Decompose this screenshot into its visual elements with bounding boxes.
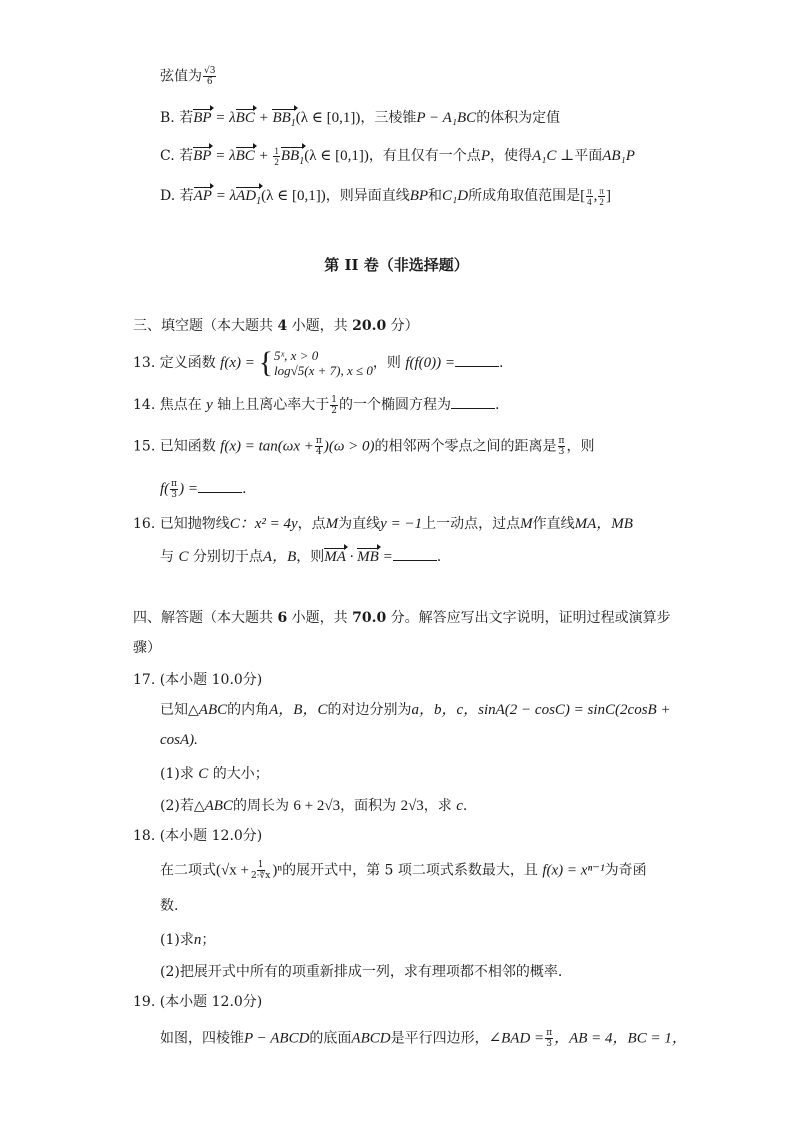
question-text: 的底面 — [309, 1030, 352, 1047]
question-14 — [133, 394, 499, 416]
option-c-formula: BP = λBC + $\frac{1}{2}$ $BB_1(\lambda$ ∈ [0,1]) — [193, 148, 369, 164]
sub-question: 的大小； — [212, 766, 269, 782]
option-d-text2: 和 — [428, 188, 443, 204]
option-d-text3: 所成角取值范围是 — [468, 188, 581, 204]
question-18-header — [133, 826, 262, 846]
question-text: 在二项式 — [160, 862, 216, 879]
line-eq: y = −1 — [380, 516, 423, 532]
option-b-formula2: P − A₁BC — [416, 110, 477, 126]
question-text: 分别切于点 — [192, 549, 263, 565]
question-18-line2: 数. — [160, 898, 179, 914]
part3-heading-c: 分） — [390, 318, 419, 334]
equation-cont: cosA). — [160, 732, 198, 748]
piecewise-function: f(x) = { 5ˣ, x > 0 log√5(x + 7), x ≤ 0 — [220, 346, 373, 379]
end-mark: . — [436, 549, 442, 565]
question-text: 作直线 — [532, 516, 575, 532]
option-b-text: ，三棱锥 — [360, 110, 417, 126]
question-17-line2 — [160, 730, 198, 750]
fraction-numerator: π — [171, 478, 178, 489]
fraction-denominator: 4 — [316, 447, 322, 457]
option-c-label: C. — [160, 148, 175, 164]
base: ABCD — [351, 1030, 391, 1047]
fraction-numerator: π — [587, 186, 592, 197]
question-number: 18. — [133, 828, 156, 844]
part4-heading — [133, 608, 671, 628]
curve-expr: C：x² = 4y — [229, 516, 298, 532]
function-expr: f(x) = tan(ωx + — [220, 438, 314, 455]
question-text: ，点 — [297, 516, 326, 532]
fraction-numerator: π — [558, 436, 565, 446]
question-16-line2 — [160, 546, 441, 567]
end-mark: . — [241, 481, 247, 497]
fraction-numerator: π — [315, 436, 322, 446]
option-b-label: B. — [160, 110, 175, 126]
answer-blank[interactable] — [393, 546, 437, 561]
fraction-numerator: π — [599, 186, 604, 197]
sub-question: ，求 — [423, 798, 452, 814]
question-text: 的一个椭圆方程为 — [339, 397, 452, 413]
lengths: ，AB = 4，BC = 1， — [554, 1030, 687, 1047]
part4-heading-c: 分。解答应写出文字说明，证明过程或演算步 — [390, 610, 671, 626]
triangle: ABC — [198, 702, 228, 718]
part3-count: 4 — [277, 318, 288, 334]
option-b-suffix: 的体积为定值 — [476, 110, 561, 126]
option-c — [160, 146, 635, 172]
question-17-part2 — [160, 796, 467, 816]
sub-question: (2)若△ — [160, 798, 205, 814]
question-score: (本小题 10.0分) — [159, 672, 263, 688]
condition: )(ω > 0) — [323, 438, 375, 455]
part3-score: 20.0 — [352, 318, 387, 334]
question-text: 焦点在 — [159, 397, 202, 413]
question-text: 的内角 — [227, 702, 270, 718]
fraction-denominator: 3 — [558, 447, 565, 457]
question-text: ，则 — [372, 355, 401, 371]
binomial: )ⁿ — [272, 862, 283, 879]
part4-count: 6 — [277, 610, 288, 626]
question-number: 14. — [133, 397, 156, 413]
part3-heading-b: 小题，共 — [291, 318, 348, 334]
sub-question: (1)求 — [160, 932, 194, 948]
fraction — [203, 66, 216, 87]
variable: c — [456, 798, 463, 814]
sub-question: 的周长为 — [232, 798, 289, 814]
option-b-formula: BP = $\lambda BC + BB_1(\lambda$ ∈ [0,1]) — [193, 110, 360, 126]
question-17-part1 — [160, 764, 269, 784]
option-d-range: [ $\frac{\pi}{4}$ , $\frac{\pi}{2}$ ] — [580, 186, 611, 208]
option-b-prefix: 若 — [179, 110, 194, 126]
question-text: 的展开式中，第 5 项二项式系数最大，且 — [282, 862, 538, 879]
question-18-line1 — [160, 860, 647, 881]
fraction-denominator: 2·∜x — [250, 871, 271, 881]
angle-expr: ∠BAD = — [488, 1030, 545, 1047]
axis-var: y — [206, 397, 213, 413]
question-text: 上一动点，过点 — [422, 516, 521, 532]
sub-question: ； — [201, 932, 216, 948]
expression: ) = — [179, 481, 198, 497]
fraction-numerator: 1 — [331, 394, 338, 405]
question-17-header — [133, 670, 262, 690]
option-c-formula2: A₁C ⊥ — [531, 148, 575, 164]
point-m: M — [520, 516, 533, 532]
question-number: 19. — [133, 994, 156, 1010]
fraction-denominator: 6 — [206, 77, 213, 87]
question-text: 的相邻两个零点之间的距离是 — [374, 438, 557, 455]
end-mark: . — [495, 397, 500, 413]
question-18-part2: (2)把展开式中所有的项重新排成一列，求有理项都不相邻的概率. — [160, 964, 563, 980]
fraction-denominator: 2 — [331, 405, 338, 416]
question-score: (本小题 12.0分) — [159, 994, 263, 1010]
function-expr: f(x) = xⁿ⁻¹ — [542, 862, 605, 879]
question-number: 16. — [133, 516, 156, 532]
answer-blank[interactable] — [198, 478, 242, 493]
part4-heading-b: 小题，共 — [291, 610, 348, 626]
binomial: (√x + — [216, 862, 249, 879]
triangle: ABC — [204, 798, 233, 814]
question-number: 17. — [133, 672, 156, 688]
equation: a，b，c，sinA(2 − cosC) = sinC(2cosB + — [411, 702, 671, 718]
perimeter: 6 + 2√3 — [293, 798, 341, 814]
option-d-text: ，则异面直线 — [325, 188, 410, 204]
pyramid: P − ABCD — [244, 1030, 310, 1047]
fraction-denominator: 3 — [171, 489, 177, 500]
question-number: 15. — [133, 438, 156, 455]
question-19-header — [133, 992, 262, 1012]
fraction-denominator: 4 — [587, 197, 592, 208]
case-1: 5ˣ, x > 0 — [274, 348, 319, 363]
question-16 — [133, 514, 633, 534]
expression: f(f(0)) = — [405, 355, 456, 371]
point-m: M — [325, 516, 339, 532]
question-number: 13. — [133, 355, 156, 371]
sub-question: (1)求 — [160, 766, 194, 782]
sub-question: ，面积为 — [340, 798, 397, 814]
question-text: 定义函数 — [159, 355, 216, 371]
case-2: log√5(x + 7), x ≤ 0 — [274, 363, 373, 378]
angles: A，B，C — [269, 702, 328, 718]
option-c-point: P — [480, 148, 490, 164]
question-text: 为奇函 — [604, 862, 647, 879]
curve-c: C — [178, 549, 189, 565]
question-13 — [133, 346, 503, 380]
option-b — [160, 108, 560, 134]
option-a-continuation — [160, 66, 217, 87]
option-d-line1: BP — [409, 188, 429, 204]
lines-expr: MA，MB — [574, 516, 633, 532]
part4-heading-line2: 骤） — [133, 640, 161, 656]
question-text: 的对边分别为 — [327, 702, 412, 718]
option-c-text2: ，使得 — [489, 148, 532, 164]
part3-heading — [133, 316, 419, 336]
area: 2√3 — [400, 798, 424, 814]
option-c-prefix: 若 — [179, 148, 194, 164]
section-title: 第 II 卷（非选择题） — [324, 256, 469, 274]
points: A，B — [262, 549, 297, 565]
fraction-denominator: 2 — [274, 157, 279, 168]
question-text: 已知函数 — [159, 438, 216, 455]
question-text: 与 — [160, 549, 174, 565]
end-mark: . — [462, 798, 468, 814]
variable: n — [193, 932, 202, 948]
fraction-numerator: √3 — [204, 66, 216, 76]
question-17-line1 — [160, 700, 671, 720]
question-text: 是平行四边形， — [390, 1030, 489, 1047]
answer-blank[interactable] — [451, 394, 495, 409]
question-text: 已知抛物线 — [159, 516, 230, 532]
question-text: ，则 — [566, 438, 595, 455]
question-15 — [133, 436, 594, 457]
option-d-line2: C₁D — [442, 188, 469, 204]
vector-dot-product: MA · MB = — [324, 549, 393, 565]
answer-blank[interactable] — [455, 352, 499, 367]
part3-heading-a: 三、填空题（本大题共 — [133, 318, 273, 334]
fraction-numerator: 1 — [257, 860, 264, 870]
end-mark: . — [499, 355, 504, 371]
option-d-formula: AP = λAD$_1$(λ ∈ [0,1]) — [194, 188, 326, 204]
option-d-label: D. — [160, 188, 176, 204]
question-18-part1 — [160, 930, 215, 950]
fraction-denominator: 2 — [599, 197, 604, 208]
fraction-numerator: π — [546, 1028, 553, 1038]
continuation-text: 弦值为 — [160, 68, 202, 85]
question-text: 如图，四棱锥 — [160, 1030, 244, 1047]
option-c-text: ，有且仅有一个点 — [368, 148, 481, 164]
expression: f( — [160, 481, 170, 497]
question-text: 为直线 — [338, 516, 381, 532]
question-text: ，则 — [296, 549, 325, 565]
option-c-plane: AB₁P — [602, 148, 635, 164]
question-score: (本小题 12.0分) — [159, 828, 263, 844]
part4-score: 70.0 — [352, 610, 387, 626]
fraction-denominator: 3 — [546, 1039, 553, 1049]
part4-heading-a: 四、解答题（本大题共 — [133, 610, 273, 626]
option-c-text3: 平面 — [574, 148, 603, 164]
fraction-numerator: 1 — [274, 146, 279, 157]
variable: C — [198, 766, 209, 782]
question-text: 已知△ — [160, 702, 199, 718]
option-d-prefix: 若 — [179, 188, 194, 204]
question-text: 轴上且离心率大于 — [217, 397, 330, 413]
option-d — [160, 186, 611, 212]
question-19-line1 — [160, 1028, 687, 1049]
question-15-line2 — [160, 478, 246, 500]
